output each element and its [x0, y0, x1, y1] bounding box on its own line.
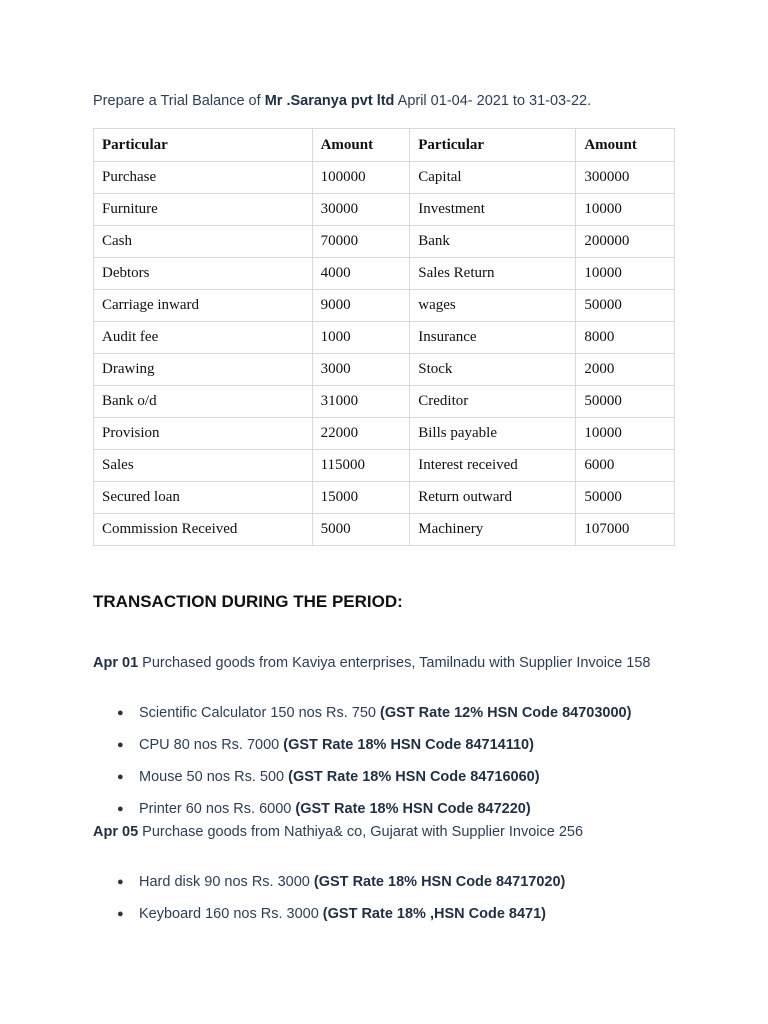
transaction-apr01-items: [93, 704, 631, 832]
list-item: [93, 905, 565, 937]
table-row: [94, 290, 675, 322]
table-header-row: [94, 129, 675, 162]
table-cell: Audit fee: [94, 322, 313, 354]
table-cell: Furniture: [94, 194, 313, 226]
table-cell: Sales Return: [410, 258, 576, 290]
item-detail: (GST Rate 12% HSN Code 84703000): [380, 705, 632, 721]
table-cell: Cash: [94, 226, 313, 258]
item-text: Scientific Calculator 150 nos Rs. 750: [139, 705, 380, 721]
table-cell: 10000: [576, 258, 675, 290]
table-cell: Bank o/d: [94, 386, 313, 418]
header-particular-right: Particular: [410, 129, 576, 162]
intro-suffix: April 01-04- 2021 to 31-03-22.: [394, 93, 592, 109]
table-cell: Secured loan: [94, 482, 313, 514]
intro-line: [93, 93, 591, 109]
table-cell: Purchase: [94, 162, 313, 194]
table-row: [94, 162, 675, 194]
table-cell: Bank: [410, 226, 576, 258]
table-cell: 31000: [312, 386, 410, 418]
table-cell: 70000: [312, 226, 410, 258]
bullet-icon: ●: [117, 876, 124, 888]
list-item: [93, 704, 631, 736]
table-cell: 9000: [312, 290, 410, 322]
item-detail: (GST Rate 18% HSN Code 84716060): [288, 769, 540, 785]
bullet-icon: ●: [117, 803, 124, 815]
table-cell: Debtors: [94, 258, 313, 290]
bullet-icon: ●: [117, 739, 124, 751]
table-cell: 200000: [576, 226, 675, 258]
list-item: [93, 736, 631, 768]
header-particular-left: Particular: [94, 129, 313, 162]
table-row: [94, 226, 675, 258]
table-cell: Commission Received: [94, 514, 313, 546]
transaction-text: Purchased goods from Kaviya enterprises, Tamilnadu with Supplier Invoice 158: [138, 655, 651, 671]
transaction-apr01: [93, 655, 650, 671]
transaction-date: Apr 01: [93, 655, 139, 671]
item-text: CPU 80 nos Rs. 7000: [139, 737, 284, 753]
table-cell: 30000: [312, 194, 410, 226]
item-detail: (GST Rate 18% HSN Code 847220): [295, 801, 531, 817]
transaction-apr05-items: [93, 873, 565, 937]
section-heading: TRANSACTION DURING THE PERIOD:: [93, 592, 403, 611]
table-row: [94, 514, 675, 546]
table-cell: 50000: [576, 386, 675, 418]
table-row: [94, 418, 675, 450]
table-cell: Machinery: [410, 514, 576, 546]
table-cell: Drawing: [94, 354, 313, 386]
table-cell: 5000: [312, 514, 410, 546]
table-row: [94, 322, 675, 354]
table-cell: 3000: [312, 354, 410, 386]
bullet-icon: ●: [117, 908, 124, 920]
table-cell: 15000: [312, 482, 410, 514]
item-text: Keyboard 160 nos Rs. 3000: [139, 906, 323, 922]
table-cell: 50000: [576, 290, 675, 322]
transaction-apr05: [93, 824, 583, 840]
item-detail: (GST Rate 18% ,HSN Code 8471): [322, 906, 547, 922]
table-cell: Bills payable: [410, 418, 576, 450]
table-cell: wages: [410, 290, 576, 322]
table-cell: 6000: [576, 450, 675, 482]
table-cell: Creditor: [410, 386, 576, 418]
table-cell: 4000: [312, 258, 410, 290]
table-cell: 10000: [576, 418, 675, 450]
table-row: [94, 354, 675, 386]
trial-balance-table: [93, 128, 675, 546]
table-cell: Interest received: [410, 450, 576, 482]
table-cell: Sales: [94, 450, 313, 482]
table-cell: 22000: [312, 418, 410, 450]
table-cell: 8000: [576, 322, 675, 354]
table-cell: Provision: [94, 418, 313, 450]
table-row: [94, 258, 675, 290]
table-row: [94, 482, 675, 514]
table-cell: Carriage inward: [94, 290, 313, 322]
intro-prefix: Prepare a Trial Balance of: [93, 93, 265, 109]
table-cell: 300000: [576, 162, 675, 194]
transaction-date: Apr 05: [93, 824, 139, 840]
table-cell: Capital: [410, 162, 576, 194]
company-name: Mr .Saranya pvt ltd: [264, 93, 395, 109]
table-cell: 115000: [312, 450, 410, 482]
bullet-icon: ●: [117, 707, 124, 719]
table-row: [94, 386, 675, 418]
item-detail: (GST Rate 18% HSN Code 84717020): [313, 874, 566, 890]
list-item: [93, 768, 631, 800]
item-text: Printer 60 nos Rs. 6000: [139, 801, 296, 817]
list-item: [93, 873, 565, 905]
header-amount-left: Amount: [312, 129, 410, 162]
transaction-text: Purchase goods from Nathiya& co, Gujarat with Supplier Invoice 256: [138, 824, 584, 840]
item-detail: (GST Rate 18% HSN Code 84714110): [283, 737, 534, 753]
table-row: [94, 450, 675, 482]
table-cell: Stock: [410, 354, 576, 386]
table-cell: Return outward: [410, 482, 576, 514]
item-text: Mouse 50 nos Rs. 500: [139, 769, 289, 785]
table-cell: Investment: [410, 194, 576, 226]
table-cell: Insurance: [410, 322, 576, 354]
table-cell: 50000: [576, 482, 675, 514]
bullet-icon: ●: [117, 771, 124, 783]
table-cell: 10000: [576, 194, 675, 226]
header-amount-right: Amount: [576, 129, 675, 162]
table-cell: 2000: [576, 354, 675, 386]
table-row: [94, 194, 675, 226]
table-cell: 1000: [312, 322, 410, 354]
item-text: Hard disk 90 nos Rs. 3000: [139, 874, 314, 890]
table-cell: 107000: [576, 514, 675, 546]
table-cell: 100000: [312, 162, 410, 194]
